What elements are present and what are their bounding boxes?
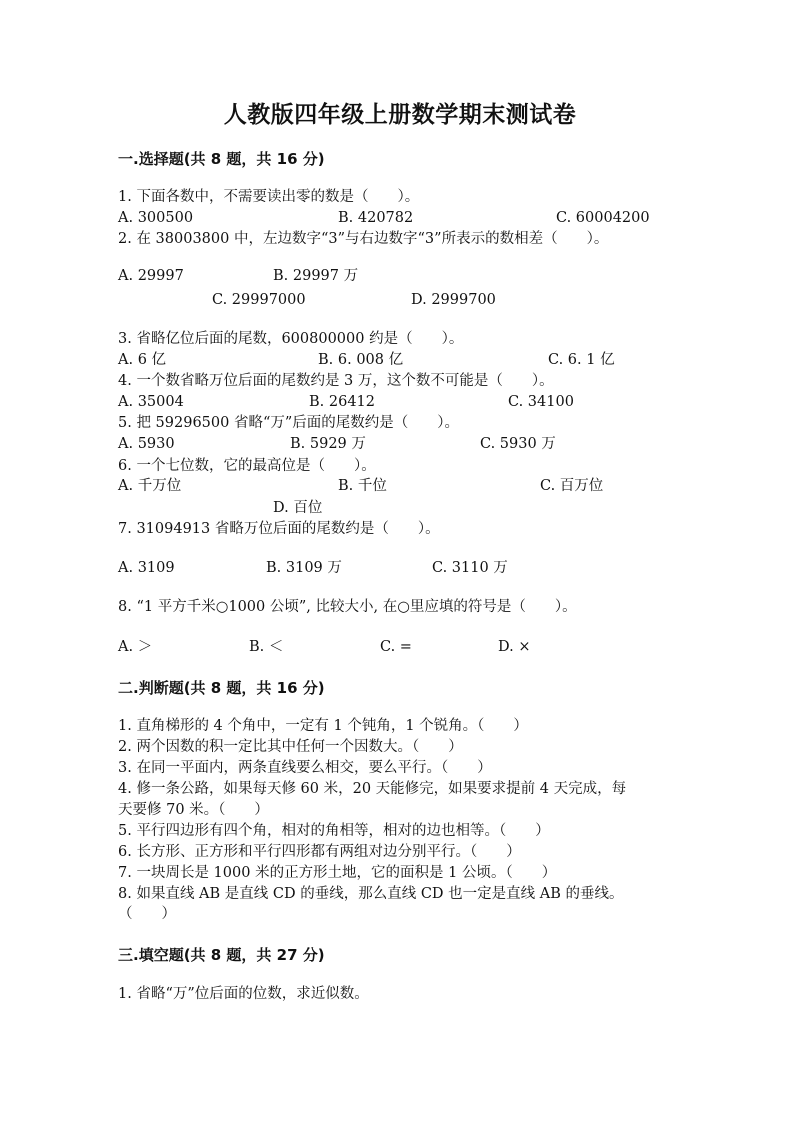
- option-a: A. 29997: [118, 268, 184, 284]
- option-c: C. =: [380, 639, 412, 655]
- option-b: B. 26412: [309, 394, 376, 410]
- option-b: B. 5929 万: [290, 436, 366, 452]
- question-text: 4. 修一条公路，如果每天修 60 米，20 天能修完，如果要求提前 4 天完成，每: [118, 781, 627, 797]
- option-a: A. ＞: [118, 639, 153, 655]
- option-a: A. 5930: [118, 436, 175, 452]
- question-text: 4. 一个数省略万位后面的尾数约是 3 万，这个数不可能是（ ）。: [118, 373, 554, 389]
- option-b: B. 3109 万: [266, 560, 342, 576]
- question-text: 8. “1 平方千米○1000 公顷”, 比较大小, 在○里应填的符号是（ ）。: [118, 599, 577, 615]
- option-a: A. 300500: [118, 210, 194, 226]
- question-text: 8. 如果直线 AB 是直线 CD 的垂线，那么直线 CD 也一定是直线 AB 的垂线。: [118, 886, 624, 902]
- question-text: 6. 长方形、正方形和平行四形都有两组对边分别平行。（ ）: [118, 844, 521, 860]
- question-text: 3. 在同一平面内，两条直线要么相交，要么平行。（ ）: [118, 760, 492, 776]
- section-heading-fill-in: 三.填空题(共 8 题，共 27 分): [118, 946, 325, 964]
- question-text-continued: 天要修 70 米。（ ）: [118, 802, 269, 818]
- question-text: 1. 直角梯形的 4 个角中，一定有 1 个钝角，1 个锐角。（ ）: [118, 718, 528, 734]
- section-heading-choice: 一.选择题(共 8 题，共 16 分): [118, 150, 325, 168]
- question-text: 2. 在 38003800 中，左边数字“3”与右边数字“3”所表示的数相差（ ）。: [118, 231, 609, 247]
- question-text: 5. 平行四边形有四个角，相对的角相等，相对的边也相等。（ ）: [118, 823, 550, 839]
- option-c: C. 29997000: [212, 292, 306, 308]
- option-b: B. 6. 008 亿: [318, 352, 404, 368]
- section-heading-judgement: 二.判断题(共 8 题，共 16 分): [118, 679, 325, 697]
- page-title: 人教版四年级上册数学期末测试卷: [223, 102, 577, 128]
- option-d: D. 百位: [273, 500, 323, 516]
- question-text: 3. 省略亿位后面的尾数，600800000 约是（ ）。: [118, 331, 464, 347]
- option-c: C. 百万位: [540, 478, 604, 494]
- option-a: A. 35004: [118, 394, 184, 410]
- question-text: 2. 两个因数的积一定比其中任何一个因数大。（ ）: [118, 739, 463, 755]
- option-a: A. 6 亿: [118, 352, 167, 368]
- question-text-continued: （ ）: [118, 906, 176, 922]
- option-a: A. 千万位: [118, 478, 182, 494]
- option-d: D. ×: [498, 639, 531, 655]
- option-d: D. 2999700: [411, 292, 496, 308]
- option-b: B. 29997 万: [273, 268, 359, 284]
- question-text: 7. 31094913 省略万位后面的尾数约是（ ）。: [118, 521, 440, 537]
- option-c: C. 5930 万: [480, 436, 556, 452]
- question-text: 1. 省略“万”位后面的位数，求近似数。: [118, 986, 369, 1002]
- option-c: C. 6. 1 亿: [548, 352, 615, 368]
- question-text: 1. 下面各数中，不需要读出零的数是（ ）。: [118, 189, 420, 205]
- option-c: C. 3110 万: [432, 560, 508, 576]
- option-b: B. 千位: [338, 478, 387, 494]
- question-text: 7. 一块周长是 1000 米的正方形土地，它的面积是 1 公顷。（ ）: [118, 865, 557, 881]
- option-b: B. 420782: [338, 210, 414, 226]
- option-c: C. 60004200: [556, 210, 650, 226]
- option-b: B. ＜: [249, 639, 284, 655]
- question-text: 6. 一个七位数，它的最高位是（ ）。: [118, 458, 376, 474]
- question-text: 5. 把 59296500 省略“万”后面的尾数约是（ ）。: [118, 415, 460, 431]
- option-a: A. 3109: [118, 560, 175, 576]
- option-c: C. 34100: [508, 394, 574, 410]
